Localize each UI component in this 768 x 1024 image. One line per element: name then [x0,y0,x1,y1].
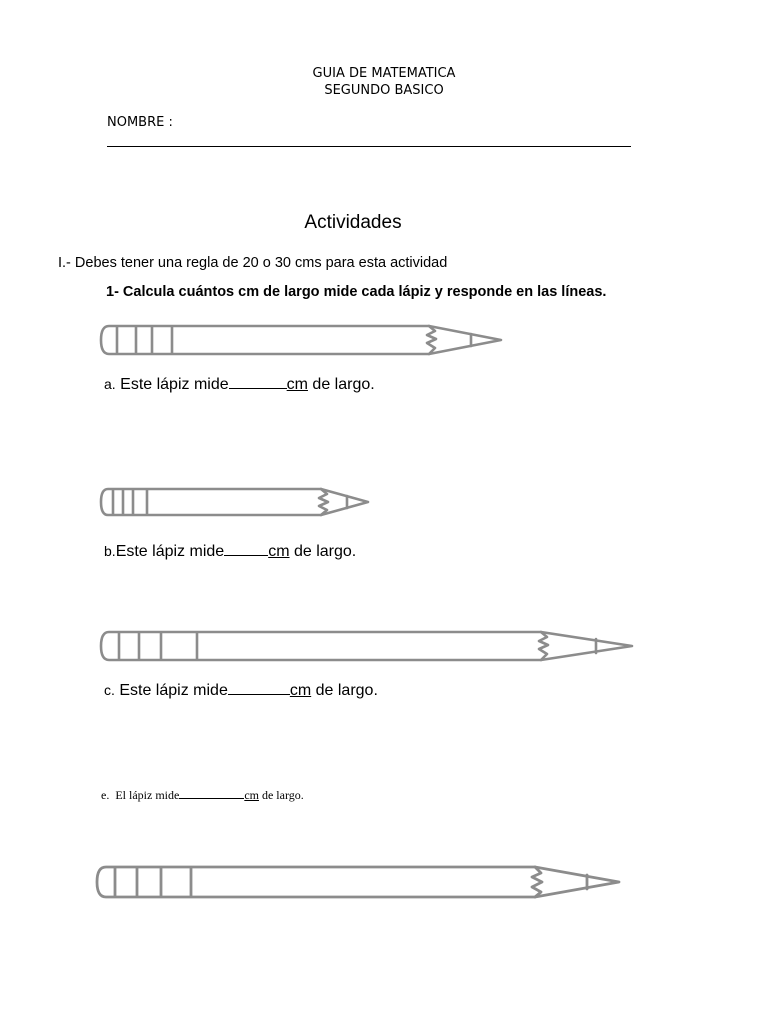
answer-c-letter: c. [104,682,115,698]
pencil-a-icon [99,324,504,356]
answer-b-blank[interactable] [224,540,268,556]
name-answer-line[interactable] [107,146,631,147]
answer-e [101,787,304,803]
pencil-b-icon [99,487,371,517]
answer-a-blank[interactable] [229,373,287,389]
task-instruction: 1- Calcula cuántos cm de largo mide cada lápiz y responde en las líneas. [106,284,607,300]
answer-e-text: El lápiz mide [115,788,180,802]
answer-e-suffix: de largo. [261,788,304,802]
answer-c-blank[interactable] [228,679,290,695]
answer-b-suffix: de largo. [293,543,357,560]
worksheet-title-line2: SEGUNDO BASICO [324,83,444,98]
answer-b-unit: cm [268,543,290,560]
worksheet-title-line1: GUIA DE MATEMATICA [312,66,456,81]
answer-e-letter: e. [101,788,110,802]
answer-b-text: Este lápiz mide [115,543,225,560]
answer-b [104,540,356,561]
answer-c-suffix: de largo. [315,682,378,699]
activities-heading: Actividades [304,212,402,233]
answer-a-text: Este lápiz mide [120,376,229,393]
answer-a [104,373,375,394]
pencil-c-icon [99,630,636,662]
answer-e-unit: cm [244,788,259,802]
answer-c [104,679,378,700]
answer-b-letter: b. [104,543,116,559]
answer-a-letter: a. [104,376,116,392]
answer-c-unit: cm [289,682,312,699]
answer-e-blank[interactable] [179,787,244,799]
answer-a-suffix: de largo. [312,376,375,393]
activities-intro: I.- Debes tener una regla de 20 o 30 cms para esta actividad [58,255,448,271]
pencil-e-icon [95,865,623,899]
worksheet-title [0,65,768,99]
name-label: NOMBRE : [107,115,173,130]
answer-c-text: Este lápiz mide [119,682,228,699]
answer-a-unit: cm [286,376,308,393]
